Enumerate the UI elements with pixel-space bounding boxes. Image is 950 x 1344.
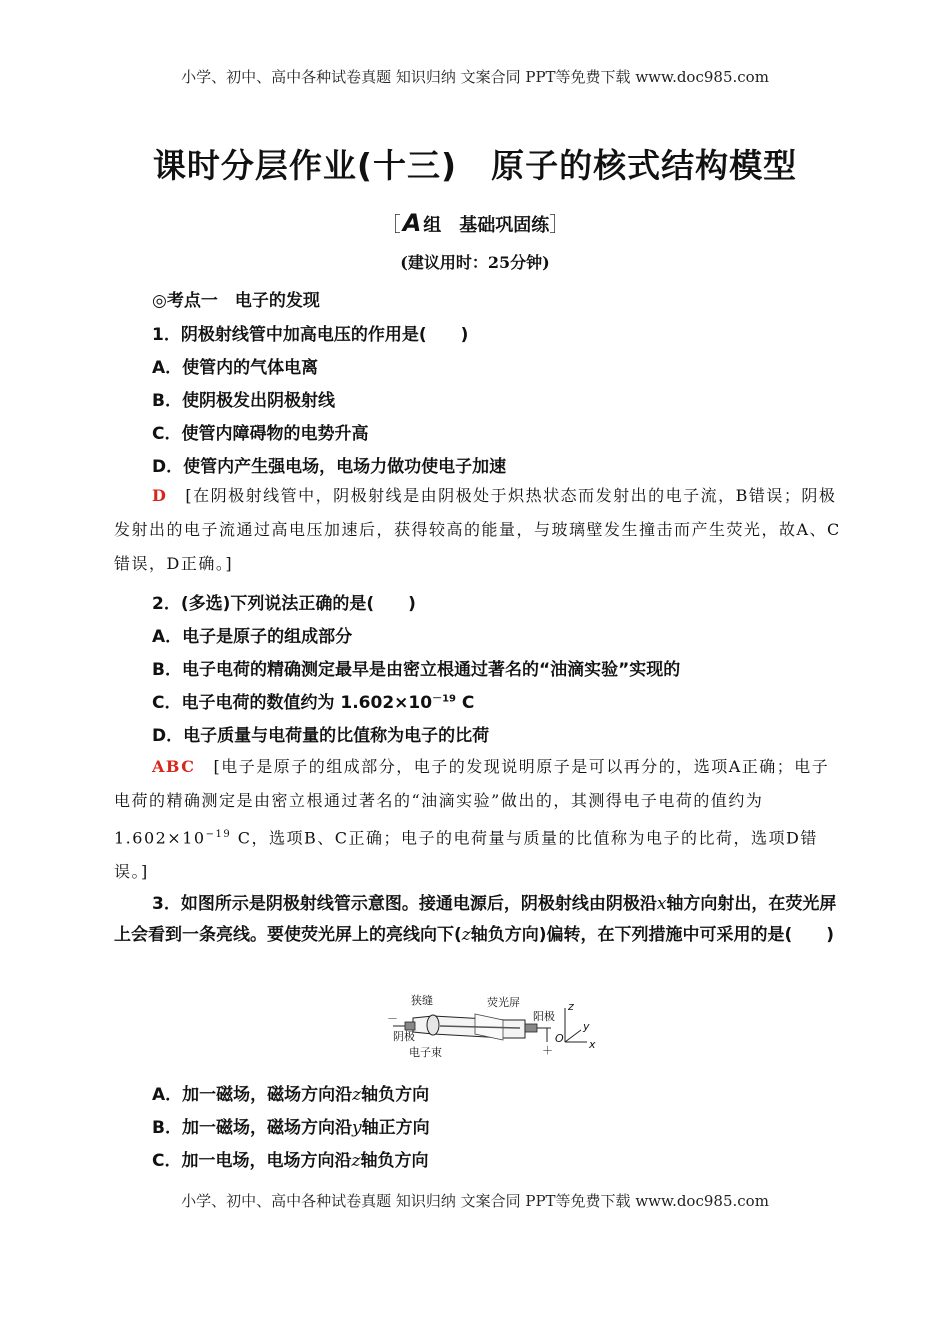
q2-option-c-exponent: －19: [432, 693, 456, 705]
topic-heading: ◎考点一 电子的发现: [152, 291, 320, 311]
q3-option-b: [152, 1113, 430, 1138]
q1-explanation-text: [在阴极射线管中，阴极射线是由阴极处于炽热状态而发射出的电子流，B错误；阴极发射出的电子流通过高电压加速后，获得较高的能量，与玻璃壁发生撞击而产生荧光，故A、C错误，D正确。]: [114, 486, 841, 573]
q3-stem-text-1: 3．如图所示是阴极射线管示意图。接通电源后，阴极射线由阴极沿: [152, 894, 657, 914]
page-footer: 小学、初中、高中各种试卷真题 知识归纳 文案合同 PPT等免费下载 www.doc985.com: [181, 1192, 769, 1210]
q2-stem: 2．(多选)下列说法正确的是( ): [152, 594, 416, 614]
group-text: 组 基础巩固练: [423, 215, 550, 236]
q1-option-c: C．使管内障碍物的电势升高: [152, 424, 369, 444]
q3-option-a-var: z: [352, 1085, 362, 1105]
group-letter: A: [402, 209, 422, 237]
q3-option-a-suffix: 轴负方向: [361, 1085, 430, 1105]
cathode-electrode: [405, 1022, 415, 1030]
q3-option-c-var: z: [351, 1151, 361, 1171]
q3-stem-text-3: 轴负方向)偏转，在下列措施中可采用的是( ): [470, 925, 835, 945]
axis-y-line: [565, 1030, 581, 1042]
page-title: 课时分层作业(十三) 原子的核式结构模型: [152, 146, 798, 185]
cathode-ray-tube-figure: [385, 990, 605, 1062]
q3-option-c-suffix: 轴负方向: [360, 1151, 429, 1171]
label-minus: －: [387, 1012, 398, 1025]
q3-option-c: [152, 1146, 428, 1171]
q1-option-a: A．使管内的气体电离: [152, 358, 319, 378]
q1-option-b: B．使阴极发出阴极射线: [152, 391, 335, 411]
q3-option-b-suffix: 轴正方向: [361, 1118, 430, 1138]
anode-electrode: [525, 1024, 537, 1032]
q3-option-a: [152, 1080, 429, 1105]
q3-stem-var-x: x: [656, 894, 667, 914]
q2-option-c-text: C．电子电荷的数值约为 1.602×10: [152, 693, 433, 713]
label-axis-y: y: [583, 1020, 590, 1033]
group-bracket-open: ［: [380, 212, 401, 236]
page-header: 小学、初中、高中各种试卷真题 知识归纳 文案合同 PPT等免费下载 www.doc985.com: [181, 68, 769, 86]
q1-explanation: [114, 479, 844, 581]
label-axis-z: z: [568, 1000, 574, 1013]
q3-option-b-var: y: [351, 1118, 362, 1138]
q2-answer: ABC: [152, 757, 196, 776]
q1-answer: D: [152, 486, 168, 505]
q1-stem: 1．阴极射线管中加高电压的作用是( ): [152, 325, 469, 345]
q3-option-c-text: C．加一电场，电场方向沿: [152, 1151, 352, 1171]
slit-plate: [427, 1015, 439, 1035]
q3-stem-var-z: z: [461, 925, 471, 945]
label-origin: O: [555, 1032, 564, 1045]
q2-option-b: B．电子电荷的精确测定最早是由密立根通过著名的“油滴实验”实现的: [152, 660, 681, 680]
group-bracket-close: ］: [549, 212, 570, 236]
q2-option-a: A．电子是原子的组成部分: [152, 627, 353, 647]
q3-stem: [114, 889, 848, 951]
label-beam: 电子束: [409, 1046, 442, 1059]
label-cathode: 阴极: [393, 1030, 415, 1043]
q2-option-d: D．电子质量与电荷量的比值称为电子的比荷: [152, 726, 490, 746]
label-slit: 狭缝: [411, 994, 433, 1007]
label-axis-x: x: [589, 1038, 596, 1051]
q2-explanation: [114, 750, 844, 889]
q2-option-c: [152, 688, 474, 713]
q1-option-d: D．使管内产生强电场，电场力做功使电子加速: [152, 457, 507, 477]
label-screen: 荧光屏: [487, 996, 520, 1009]
q2-explanation-text-1: [电子是原子的组成部分，电子的发现说明原子是可以再分的，选项A正确；电子电荷的精确测定是由密立根通过著名的“油滴实验”做出的，其测得电子电荷的值约为1.602×10: [114, 757, 830, 848]
label-anode: 阳极: [533, 1010, 555, 1023]
q3-option-b-text: B．加一磁场，磁场方向沿: [152, 1118, 352, 1138]
q2-explanation-exponent: −19: [205, 829, 232, 840]
time-note: (建议用时：25分钟): [400, 253, 550, 272]
group-label: [0, 208, 950, 237]
q3-stem-text-2: 轴方向射出，在荧光屏上会看到一条亮线。要使荧光屏上的亮线向下(: [114, 894, 837, 945]
q2-explanation-text-2: C，选项B、C正确；电子的电荷量与质量的比值称为电子的比荷，选项D错误。]: [114, 828, 818, 882]
label-plus: ＋: [542, 1044, 553, 1057]
q3-option-a-text: A．加一磁场，磁场方向沿: [152, 1085, 353, 1105]
q2-option-c-unit: C: [456, 693, 475, 713]
